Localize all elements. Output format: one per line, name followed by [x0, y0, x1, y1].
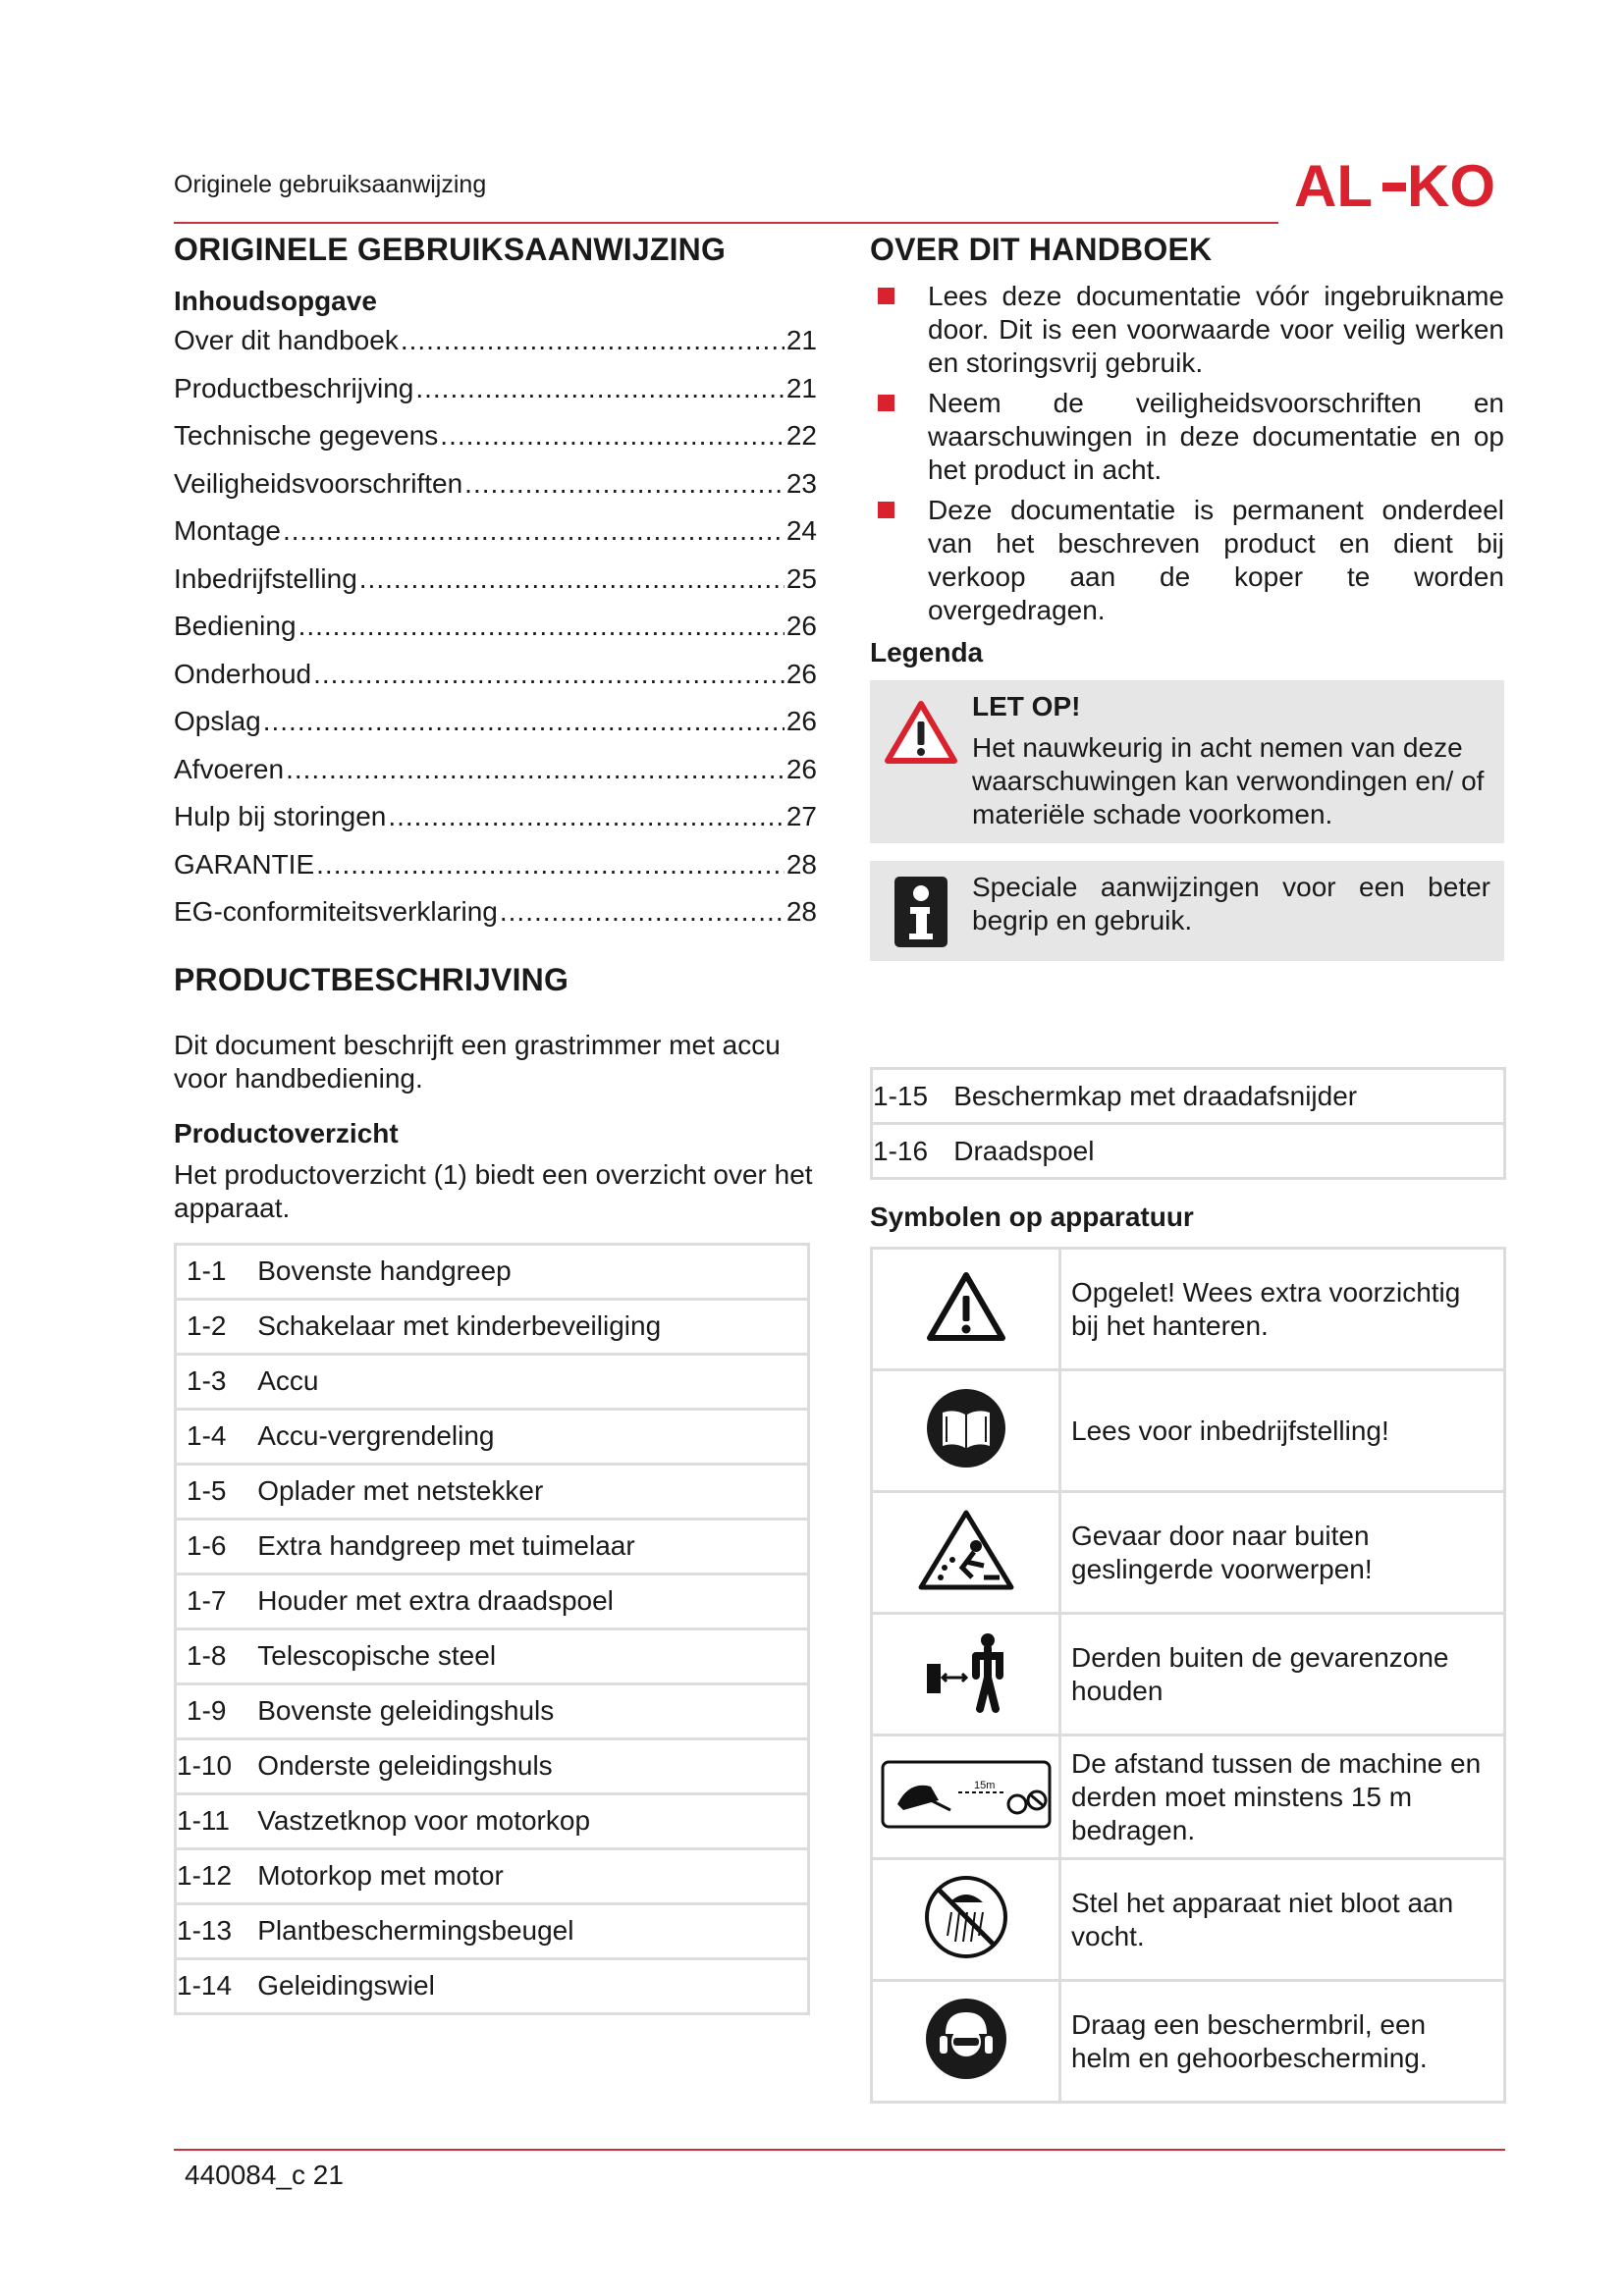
part-number: 1-11: [176, 1793, 258, 1848]
part-row: [176, 1244, 809, 1299]
toc-entry-label: Opslag: [174, 706, 261, 736]
symbol-desc: Lees voor inbedrijfstelling!: [1060, 1370, 1505, 1492]
part-number: 1-15: [872, 1069, 954, 1124]
toc-entry: [174, 754, 817, 802]
toc-entry: [174, 611, 817, 659]
bullet-square-icon: [878, 395, 894, 411]
part-name: Bovenste geleidingshuls: [257, 1683, 808, 1738]
toc-entry: [174, 325, 817, 373]
part-name: Plantbeschermingsbeugel: [257, 1903, 808, 1958]
logo-dash: [1382, 183, 1406, 191]
part-name: Onderste geleidingshuls: [257, 1738, 808, 1793]
part-name: Beschermkap met draadafsnijder: [953, 1069, 1504, 1124]
alko-logo: [1294, 155, 1510, 219]
toc-entry-page: 28: [785, 848, 817, 880]
toc-leader-dots: [440, 420, 785, 452]
toc-entry-page: 28: [785, 896, 817, 927]
toc-leader-dots: [286, 754, 785, 785]
logo-ko: KO: [1407, 155, 1495, 214]
toc-entry-page: 21: [785, 325, 817, 355]
toc-leader-dots: [263, 706, 785, 737]
symbol-desc: Derden buiten de gevarenzone houden: [1060, 1614, 1505, 1735]
bullet-square-icon: [878, 502, 894, 518]
toc-entry-page: 27: [785, 801, 817, 831]
part-row: [176, 1519, 809, 1574]
left-column: [174, 232, 817, 2015]
bullet-square-icon: [878, 288, 894, 304]
toc-leader-dots: [415, 373, 785, 404]
svg-text:15m: 15m: [973, 1780, 995, 1791]
part-row: [176, 1354, 809, 1409]
part-row: [176, 1299, 809, 1354]
part-row: [176, 1629, 809, 1683]
footer-divider: [174, 2149, 1505, 2151]
symbol-row: [872, 1614, 1505, 1735]
product-intro: Dit document beschrijft een grastrimmer met accu voor handbediening.: [174, 1029, 781, 1094]
alko-logo-graphic: [1294, 155, 1510, 214]
toc-entry-label: Afvoeren: [174, 753, 285, 784]
product-section-title: PRODUCTBESCHRIJVING: [174, 961, 569, 997]
symbol-desc: Opgelet! Wees extra voorzichtig bij het hanteren.: [1060, 1249, 1505, 1370]
warning-triangle-icon: [870, 680, 972, 843]
legend-title: Legenda: [870, 637, 984, 667]
part-name: Bovenste handgreep: [257, 1244, 808, 1299]
right-column: [870, 232, 1504, 2104]
overview-text: Het productoverzicht (1) biedt een overzicht over het apparaat.: [174, 1158, 813, 1223]
parts-table-left: [174, 1243, 810, 2015]
read-manual-icon: [872, 1370, 1060, 1492]
part-name: Accu: [257, 1354, 808, 1409]
symbol-desc: Gevaar door naar buiten geslingerde voorwerpen!: [1060, 1492, 1505, 1614]
symbol-row: [872, 1370, 1505, 1492]
part-number: 1-8: [176, 1629, 258, 1683]
toc-leader-dots: [359, 563, 785, 595]
toc-entry-label: Bediening: [174, 611, 297, 641]
symbols-table: [870, 1247, 1506, 2104]
toc-entry-page: 26: [785, 753, 817, 784]
part-name: Extra handgreep met tuimelaar: [257, 1519, 808, 1574]
toc-leader-dots: [500, 896, 785, 928]
part-name: Houder met extra draadspoel: [257, 1574, 808, 1629]
part-row: [176, 1574, 809, 1629]
symbols-title: Symbolen op apparatuur: [870, 1201, 1194, 1232]
footer-page-code: 440084_c 21: [185, 2160, 344, 2190]
symbol-row: [872, 1249, 1505, 1370]
part-name: Draadspoel: [953, 1124, 1504, 1179]
part-name: Telescopische steel: [257, 1629, 808, 1683]
part-row: [176, 1464, 809, 1519]
part-row: [176, 1738, 809, 1793]
toc-entry: [174, 373, 817, 421]
part-number: 1-9: [176, 1683, 258, 1738]
part-number: 1-7: [176, 1574, 258, 1629]
warning-title: LET OP!: [972, 691, 1081, 721]
part-row: [176, 1409, 809, 1464]
symbol-desc: Draag een beschermbril, een helm en gehoorbescherming.: [1060, 1981, 1505, 2103]
symbol-row: [872, 1735, 1505, 1859]
overview-title: Productoverzicht: [174, 1117, 399, 1148]
part-number: 1-12: [176, 1848, 258, 1903]
toc-entry: [174, 896, 817, 944]
toc-entry: [174, 563, 817, 612]
info-text: Speciale aanwijzingen voor een beter begrip en gebruik.: [972, 872, 1490, 935]
part-number: 1-5: [176, 1464, 258, 1519]
toc-entry: [174, 420, 817, 468]
part-row: [176, 1848, 809, 1903]
symbol-row: [872, 1981, 1505, 2103]
part-number: 1-1: [176, 1244, 258, 1299]
toc-leader-dots: [388, 801, 785, 832]
toc-title: Inhoudsopgave: [174, 286, 377, 316]
bullet-text: Deze documentatie is permanent onderdeel van het beschreven product en dient bij verkoop aan de koper te worden overgedragen.: [928, 495, 1504, 625]
toc-leader-dots: [283, 515, 785, 547]
toc-leader-dots: [464, 468, 785, 500]
symbol-desc: Stel het apparaat niet bloot aan vocht.: [1060, 1859, 1505, 1981]
toc-entry-page: 23: [785, 467, 817, 499]
part-row: [872, 1124, 1505, 1179]
toc-entry: [174, 515, 817, 563]
logo-al: AL: [1294, 155, 1373, 214]
bullet-text: Neem de veiligheidsvoorschriften en waarschuwingen in deze documentatie en op het product in acht.: [928, 388, 1504, 485]
toc-entry: [174, 801, 817, 849]
info-icon: [870, 861, 972, 961]
part-name: Accu-vergrendeling: [257, 1409, 808, 1464]
keep-bystanders-away-icon: [872, 1614, 1060, 1735]
symbol-desc: De afstand tussen de machine en derden moet minstens 15 m bedragen.: [1060, 1735, 1505, 1859]
toc-entry-label: GARANTIE: [174, 848, 315, 880]
part-row: [872, 1069, 1505, 1124]
toc-leader-dots: [316, 849, 785, 881]
toc-entry-label: EG-conformiteitsverklaring: [174, 896, 498, 927]
toc-entry-page: 21: [785, 372, 817, 403]
info-box: [870, 861, 1504, 961]
distance-15m-icon: [872, 1735, 1060, 1859]
part-name: Schakelaar met kinderbeveiliging: [257, 1299, 808, 1354]
part-number: 1-13: [176, 1903, 258, 1958]
toc-leader-dots: [313, 659, 785, 690]
toc-entry-label: Over dit handboek: [174, 325, 399, 355]
toc-entry: [174, 468, 817, 516]
part-name: Motorkop met motor: [257, 1848, 808, 1903]
handbook-bullet: [870, 494, 1504, 627]
part-row: [176, 1793, 809, 1848]
part-number: 1-3: [176, 1354, 258, 1409]
part-number: 1-4: [176, 1409, 258, 1464]
bullet-text: Lees deze documentatie vóór ingebruikname door. Dit is een voorwaarde voor veilig werken en storingsvrij gebruik.: [928, 281, 1504, 378]
toc-entry-label: Technische gegevens: [174, 420, 439, 451]
toc-entry: [174, 706, 817, 754]
toc-entry: [174, 659, 817, 707]
part-number: 1-6: [176, 1519, 258, 1574]
toc-entry-page: 26: [785, 658, 817, 689]
running-title: Originele gebruiksaanwijzing: [174, 171, 487, 198]
part-number: 1-16: [872, 1124, 954, 1179]
handbook-bullets: [870, 280, 1504, 627]
toc-entry: [174, 849, 817, 897]
toc-entry-page: 24: [785, 515, 817, 546]
toc-entry-label: Montage: [174, 515, 281, 546]
toc-leader-dots: [401, 325, 785, 356]
toc-entry-label: Veiligheidsvoorschriften: [174, 467, 463, 499]
toc-entry-page: 26: [785, 706, 817, 736]
part-number: 1-14: [176, 1958, 258, 2013]
part-number: 1-10: [176, 1738, 258, 1793]
part-number: 1-2: [176, 1299, 258, 1354]
toc-entry-page: 25: [785, 562, 817, 594]
symbol-row: [872, 1859, 1505, 1981]
part-name: Oplader met netstekker: [257, 1464, 808, 1519]
warning-text: Het nauwkeurig in acht nemen van deze waarschuwingen kan verwondingen en/ of materiële schade voorkomen.: [972, 732, 1485, 829]
symbol-row: [872, 1492, 1505, 1614]
table-of-contents: [174, 325, 817, 944]
toc-entry-page: 26: [785, 611, 817, 641]
handbook-bullet: [870, 387, 1504, 487]
parts-table-right: [870, 1067, 1506, 1180]
main-title: ORIGINELE GEBRUIKSAANWIJZING: [174, 232, 727, 267]
warning-box: [870, 680, 1504, 843]
thrown-objects-icon: [872, 1492, 1060, 1614]
part-name: Geleidingswiel: [257, 1958, 808, 2013]
toc-entry-page: 22: [785, 420, 817, 451]
toc-leader-dots: [298, 611, 785, 642]
handbook-bullet: [870, 280, 1504, 380]
wear-protection-icon: [872, 1981, 1060, 2103]
toc-entry-label: Productbeschrijving: [174, 372, 414, 403]
header-divider: [174, 222, 1278, 224]
part-name: Vastzetknop voor motorkop: [257, 1793, 808, 1848]
part-row: [176, 1958, 809, 2013]
part-row: [176, 1683, 809, 1738]
part-row: [176, 1903, 809, 1958]
no-rain-icon: [872, 1859, 1060, 1981]
caution-triangle-icon: [872, 1249, 1060, 1370]
handbook-title: OVER DIT HANDBOEK: [870, 232, 1213, 267]
toc-entry-label: Onderhoud: [174, 658, 312, 689]
toc-entry-label: Inbedrijfstelling: [174, 562, 357, 594]
toc-entry-label: Hulp bij storingen: [174, 801, 387, 831]
